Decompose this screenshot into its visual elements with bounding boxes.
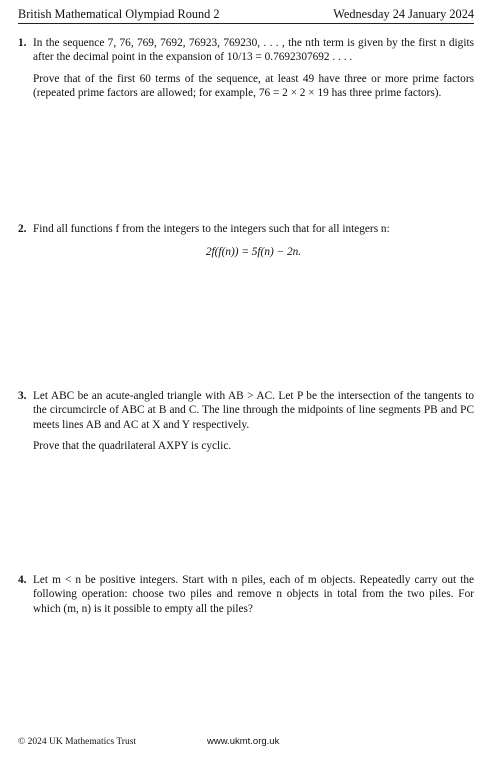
problem-number: 1. [18,37,27,49]
problem-text: Prove that of the first 60 terms of the sequence, at least 49 have three or more prime factors (repeated prime factors are allowed; for example, 76 = 2 × 2 × 19 has three prime factors). [33,72,474,100]
header-date: Wednesday 24 January 2024 [333,7,474,21]
footer-copyright: © 2024 UK Mathematics Trust [18,737,137,747]
header-title: British Mathematical Olympiad Round 2 [18,7,220,21]
problem-text: Find all functions f from the integers to the integers such that for all integers n: [33,223,390,235]
problem-text: Prove that the quadrilateral AXPY is cyclic. [33,440,232,453]
problem-text: Let m < n be positive integers. Start with n piles, each of m objects. Repeatedly carry out the following operation: choose two piles and remove n objects in total from the two piles. For which (m, n) is it possible to empty all the piles? [33,574,474,615]
problem-2 [18,222,474,260]
functional-equation: 2f(f(n)) = 5f(n) − 2n. [205,246,302,259]
header-rule [18,23,474,24]
problem-text: Let ABC be an acute-angled triangle with AB > AC. Let P be the intersection of the tangents to the circumcircle of ABC at B and C. The line through the midpoints of line segments PB and PC meets lines AB and AC at X and Y respectively. [33,390,474,431]
page-header [18,6,474,22]
problem-1 [18,36,474,101]
problem-text: In the sequence 7, 76, 769, 7692, 76923, 769230, . . . , the nth term is given by the first n digits after the decimal point in the expansion of 10/13 = 0.7692307692 . . . . [33,37,474,64]
problem-3 [18,389,474,454]
footer-url: www.ukmt.org.uk [207,736,280,747]
problem-number: 3. [18,390,27,402]
problem-4 [18,573,474,616]
problem-number: 2. [18,223,27,235]
problem-number: 4. [18,574,27,586]
page-footer [18,736,318,748]
